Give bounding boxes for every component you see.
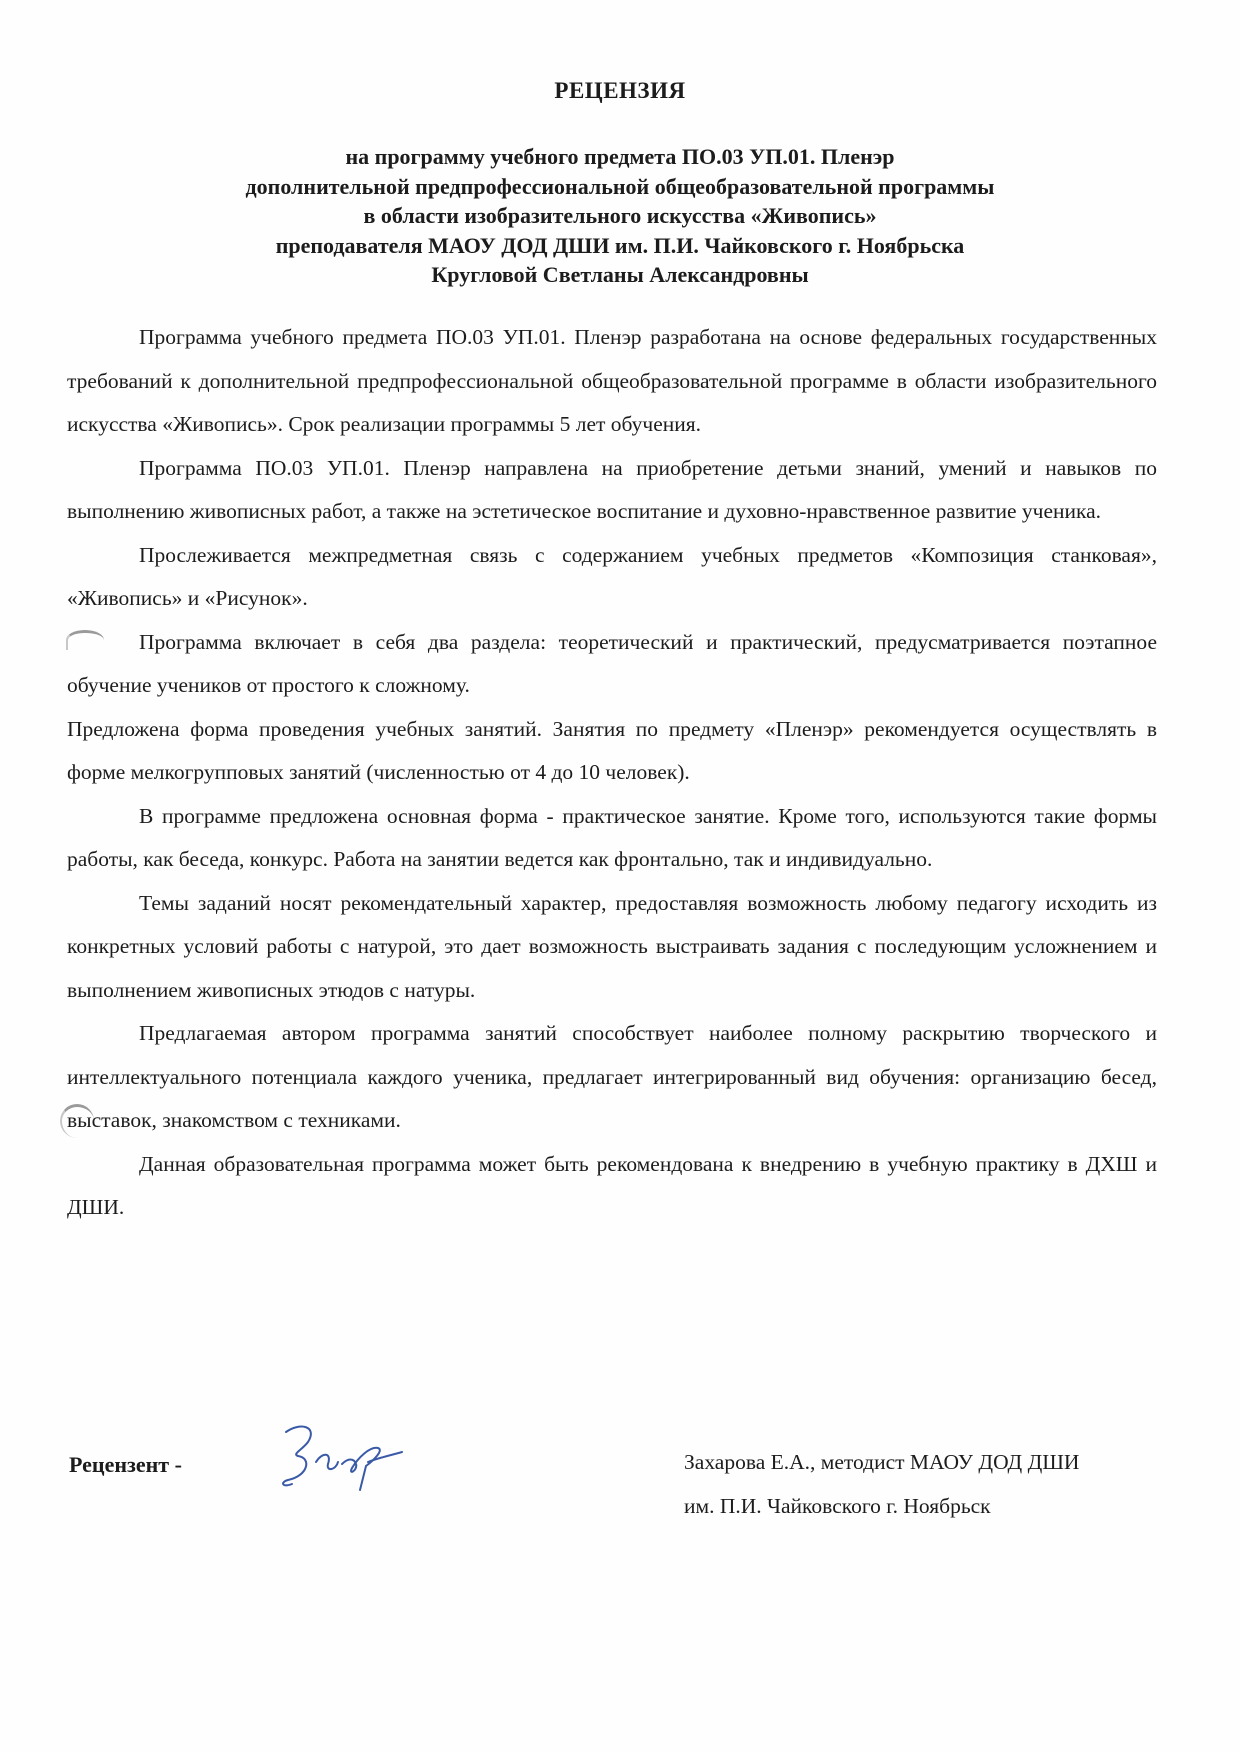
paragraph: Программа ПО.03 УП.01. Пленэр направлена на приобретение детьми знаний, умений и навыков по выполнению живописных работ, а также на эстетическое воспитание и духовно-нравственное развитие ученика. bbox=[67, 455, 1157, 523]
paragraph: В программе предложена основная форма - практическое занятие. Кроме того, используются такие формы работы, как беседа, конкурс. Работа на занятии ведется как фронтально, так и индивидуально. bbox=[67, 803, 1157, 871]
subtitle-line: дополнительной предпрофессиональной общеобразовательной программы bbox=[245, 173, 995, 199]
punch-hole-mark bbox=[60, 1104, 94, 1138]
reviewer-line: Захарова Е.А., методист МАОУ ДОД ДШИ bbox=[684, 1450, 1080, 1474]
punch-hole-mark bbox=[66, 630, 104, 650]
subtitle-line: преподавателя МАОУ ДОД ДШИ им. П.И. Чайковского г. Ноябрьска bbox=[275, 232, 965, 258]
subtitle-line: в области изобразительного искусства «Живопись» bbox=[363, 203, 877, 228]
reviewer-label: Рецензент - bbox=[69, 1452, 182, 1477]
document-title: РЕЦЕНЗИЯ bbox=[554, 78, 686, 103]
reviewer-line: им. П.И. Чайковского г. Ноябрьск bbox=[684, 1494, 991, 1518]
reviewer-info bbox=[684, 1440, 1079, 1528]
document-subtitle bbox=[0, 142, 1240, 290]
handwritten-signature bbox=[278, 1418, 408, 1498]
paragraph: Программа учебного предмета ПО.03 УП.01. Пленэр разработана на основе федеральных государственных требований к дополнительной предпрофессиональной общеобразовательной программе в области изобразительного искусства «Живопись». Срок реализации программы 5 лет обучения. bbox=[67, 325, 1157, 436]
paragraph: Темы заданий носят рекомендательный характер, предоставляя возможность любому педагогу исходить из конкретных условий работы с натурой, это дает возможность выстраивать задания с последующим усложнением и выполнением живописных этюдов с натуры. bbox=[67, 890, 1157, 1002]
paragraph: Программа включает в себя два раздела: теоретический и практический, предусматривается поэтапное обучение учеников от простого к сложному. bbox=[67, 629, 1157, 697]
review-body bbox=[67, 316, 1157, 1230]
paragraph: Данная образовательная программа может быть рекомендована к внедрению в учебную практику в ДХШ и ДШИ. bbox=[67, 1151, 1157, 1219]
subtitle-line: на программу учебного предмета ПО.03 УП.01. Пленэр bbox=[345, 144, 895, 169]
paragraph: Предложена форма проведения учебных занятий. Занятия по предмету «Пленэр» рекомендуется осуществлять в форме мелкогрупповых занятий (численностью от 4 до 10 человек). bbox=[67, 716, 1157, 784]
paragraph: Прослеживается межпредметная связь с содержанием учебных предметов «Композиция станковая», «Живопись» и «Рисунок». bbox=[67, 542, 1157, 610]
paragraph: Предлагаемая автором программа занятий способствует наиболее полному раскрытию творческого и интеллектуального потенциала каждого ученика, предлагает интегрированный вид обучения: организацию бесед, выставок, знакомством с техниками. bbox=[67, 1021, 1157, 1132]
subtitle-line: Кругловой Светланы Александровны bbox=[431, 262, 809, 287]
